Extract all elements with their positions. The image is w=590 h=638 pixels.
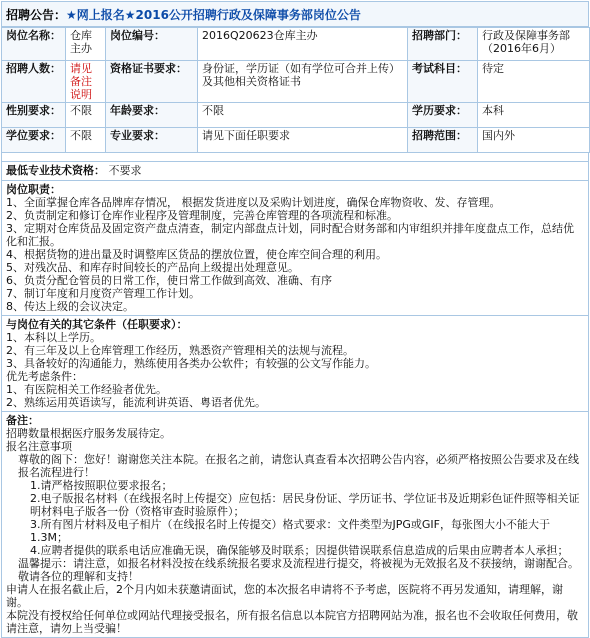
notes-greeting: 尊敬的阁下：您好！谢谢您关注本院。在报名之前，请您认真查看本次招聘公告内容，必须严格按照公告要求及在线报名流程进行！	[18, 453, 579, 479]
notes-section	[1, 412, 589, 638]
certificate-label: 资格证书要求：	[106, 61, 198, 103]
spacer	[1, 153, 589, 161]
age-label: 年龄要求：	[106, 103, 198, 128]
department-label: 招聘部门：	[408, 28, 478, 61]
degree-value: 不限	[66, 128, 106, 153]
gender-label: 性别要求：	[2, 103, 66, 128]
table-row	[2, 28, 590, 61]
notes-item: 1.请严格按照职位要求报名；	[30, 479, 173, 492]
list-item: 2、负责制定和修订仓库作业程序及管理制度，完善仓库管理的各项流程和标准。	[6, 209, 398, 222]
notes-line: 报名注意事项	[6, 440, 72, 453]
skill-label: 最低专业技术资格：	[6, 164, 105, 177]
list-item: 优先考虑条件：	[6, 370, 83, 383]
notes-line: 本院没有授权给任何单位或网站代理接受报名，所有报名信息以本院官方招聘网站为准，报名也不会收取任何费用，敬请注意，请勿上当受骗！	[6, 609, 578, 635]
skill-section	[1, 161, 589, 181]
notes-line: 招聘数量根据医疗服务发展待定。	[6, 427, 171, 440]
job-info-table	[1, 27, 590, 153]
announcement-title: ★网上报名★2016公开招聘行政及保障事务部岗位公告	[66, 7, 361, 22]
notes-item: 3.所有图片材料及电子相片（在线报名时上传提交）格式要求：文件类型为JPG或GIF，每张图大小不能大于1.3M；	[30, 518, 550, 544]
list-item: 3、具备较好的沟通能力，熟练使用各类办公软件；有较强的公文写作能力。	[6, 357, 376, 370]
education-value: 本科	[478, 103, 590, 128]
list-item: 3、定期对仓库货品及固定资产盘点清查，制定内部盘点计划，同时配合财务部和内审组织并排年度盘点工作，总结优化和汇报。	[6, 222, 574, 248]
list-item: 1、有医院相关工作经验者优先。	[6, 383, 167, 396]
education-label: 学历要求：	[408, 103, 478, 128]
notes-tip: 温馨提示：请注意，如报名材料没按在线系统报名要求及流程进行提交，将被视为无效报名及不获接纳，谢谢配合。敬请各位的理解和支持！	[18, 557, 579, 583]
age-value: 不限	[198, 103, 408, 128]
notes-heading: 备注：	[6, 414, 39, 427]
certificate-value: 身份证，学历证（如有学位可合并上传）及其他相关资格证书	[198, 61, 408, 103]
degree-label: 学位要求：	[2, 128, 66, 153]
notes-item: 4.应聘者提供的联系电话应准确无误，确保能够及时联系；因提供错误联系信息造成的后果由应聘者本人承担；	[30, 544, 569, 557]
major-label: 专业要求：	[106, 128, 198, 153]
announcement-title-bar	[1, 1, 589, 27]
notes-line: 申请人在报名截止后，2个月内如未获邀请面试，您的本次报名申请将不予考虑，医院将不再另发通知，请理解，谢谢。	[6, 583, 563, 609]
exam-label: 考试科目：	[408, 61, 478, 103]
list-item: 8、传达上级的会议决定。	[6, 300, 134, 313]
post-name-label: 岗位名称：	[2, 28, 66, 61]
recruit-range-label: 招聘范围：	[408, 128, 478, 153]
duties-heading: 岗位职责：	[6, 183, 61, 196]
department-value: 行政及保障事务部（2016年6月）	[478, 28, 590, 61]
announcement-label: 招聘公告：	[6, 7, 67, 22]
recruit-range-value: 国内外	[478, 128, 590, 153]
list-item: 1、本科以上学历。	[6, 331, 101, 344]
list-item: 1、全面掌握仓库各品牌库存情况， 根据发货进度以及采购计划进度，确保仓库物资收、发、存管理。	[6, 196, 501, 209]
list-item: 4、根据货物的进出量及时调整库区货品的摆放位置，使仓库空间合理的利用。	[6, 248, 387, 261]
requirements-section	[1, 316, 589, 412]
post-code-label: 岗位编号：	[106, 28, 198, 61]
job-posting-page	[1, 1, 589, 638]
table-row	[2, 128, 590, 153]
skill-value: 不要求	[108, 164, 142, 177]
post-code-value: 2016Q20623仓库主办	[198, 28, 408, 61]
exam-value: 待定	[478, 61, 590, 103]
requirements-heading: 与岗位有关的其它条件（任职要求）：	[6, 318, 188, 331]
duties-section	[1, 181, 589, 316]
gender-value: 不限	[66, 103, 106, 128]
list-item: 6、负责分配仓管员的日常工作，使日常工作做到高效、准确、有序	[6, 274, 332, 287]
table-row	[2, 103, 590, 128]
list-item: 5、对残次品、和库存时间较长的产品向上级提出处理意见。	[6, 261, 299, 274]
notes-item: 2.电子版报名材料（在线报名时上传提交）应包括：居民身份证、学历证书、学位证书及近期彩色证件照等相关证明材料电子版各一份（资格审查时验原件）；	[30, 492, 580, 518]
major-value: 请见下面任职要求	[198, 128, 408, 153]
list-item: 2、熟练运用英语读写，能流利讲英语、粤语者优先。	[6, 396, 266, 409]
list-item: 7、制订年度和月度资产管理工作计划。	[6, 287, 200, 300]
list-item: 2、有三年及以上仓库管理工作经历，熟悉资产管理相关的法规与流程。	[6, 344, 354, 357]
headcount-label: 招聘人数：	[2, 61, 66, 103]
headcount-value: 请见备注说明	[66, 61, 106, 103]
table-row	[2, 61, 590, 103]
post-name-value: 仓库主办	[66, 28, 106, 61]
